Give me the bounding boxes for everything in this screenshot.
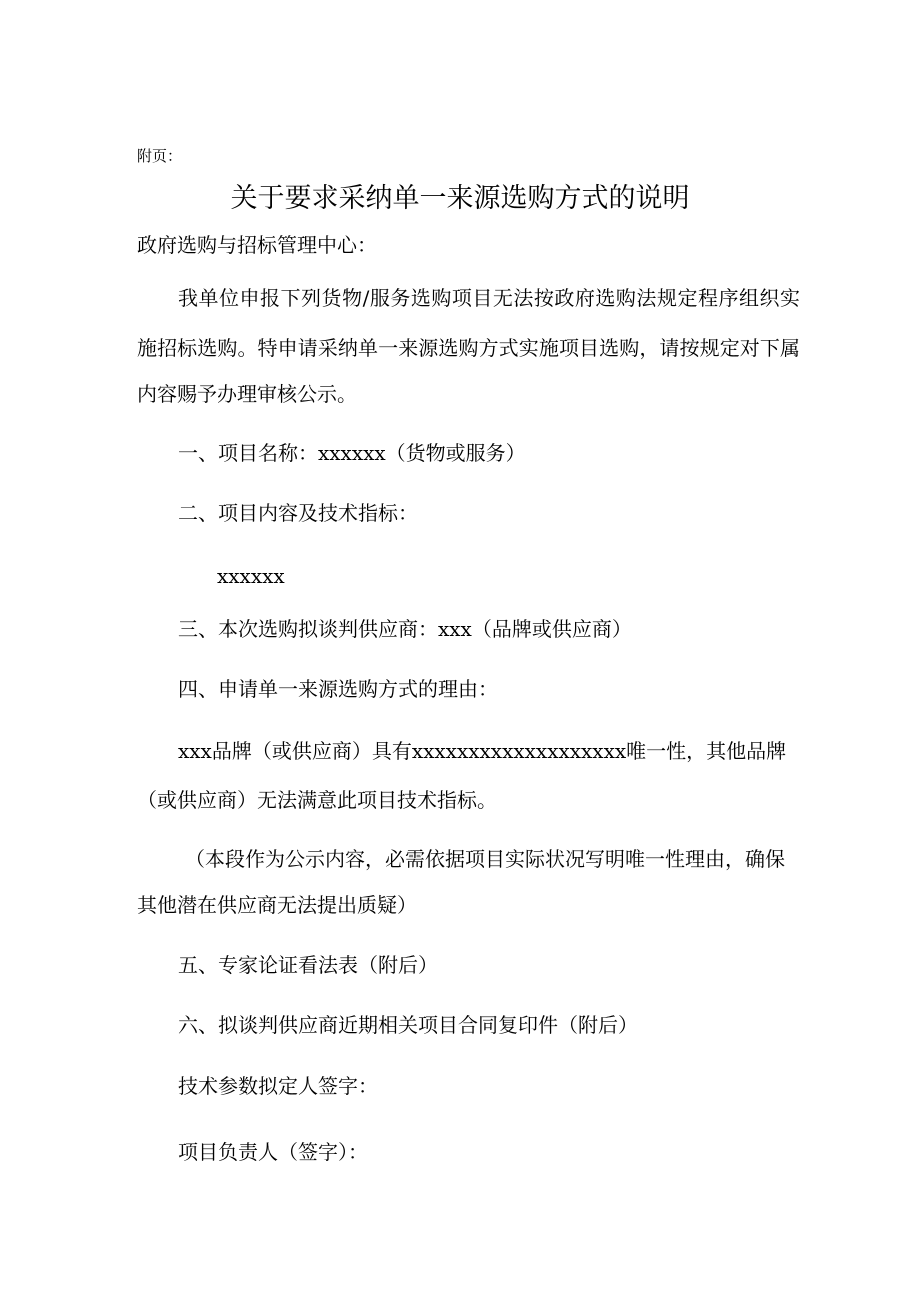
appendix-label: 附页： <box>137 147 183 165</box>
item-expert-opinion: 五、专家论证看法表（附后） <box>178 953 438 977</box>
note-line-2: 其他潜在供应商无法提出质疑） <box>137 893 417 917</box>
item-reason: 四、申请单一来源选购方式的理由： <box>178 677 498 701</box>
document-title: 关于要求采纳单一来源选购方式的说明 <box>230 183 690 214</box>
item-supplier: 三、本次选购拟谈判供应商：xxx（品牌或供应商） <box>178 617 632 641</box>
addressee: 政府选购与招标管理中心： <box>137 233 377 257</box>
item-project-name: 一、项目名称：xxxxxx（货物或服务） <box>178 441 526 465</box>
reason-line-1: xxx品牌（或供应商）具有xxxxxxxxxxxxxxxxxxx唯一性，其他品牌 <box>178 739 787 763</box>
item-contract-copies: 六、拟谈判供应商近期相关项目合同复印件（附后） <box>178 1013 638 1037</box>
note-line-1: （本段作为公示内容，必需依据项目实际状况写明唯一性理由，确保 <box>185 847 785 871</box>
intro-line-2: 施招标选购。特申请采纳单一来源选购方式实施项目选购，请按规定对下属 <box>137 336 801 360</box>
item-project-content: 二、项目内容及技术指标： <box>178 501 418 525</box>
project-content-value: xxxxxx <box>217 564 285 588</box>
signature-tech-params: 技术参数拟定人签字： <box>178 1074 378 1098</box>
reason-line-2: （或供应商）无法满意此项目技术指标。 <box>137 788 497 812</box>
intro-line-1: 我单位申报下列货物/服务选购项目无法按政府选购法规定程序组织实 <box>178 286 801 310</box>
intro-line-3: 内容赐予办理审核公示。 <box>137 382 357 406</box>
signature-project-leader: 项目负责人（签字）： <box>178 1140 368 1164</box>
